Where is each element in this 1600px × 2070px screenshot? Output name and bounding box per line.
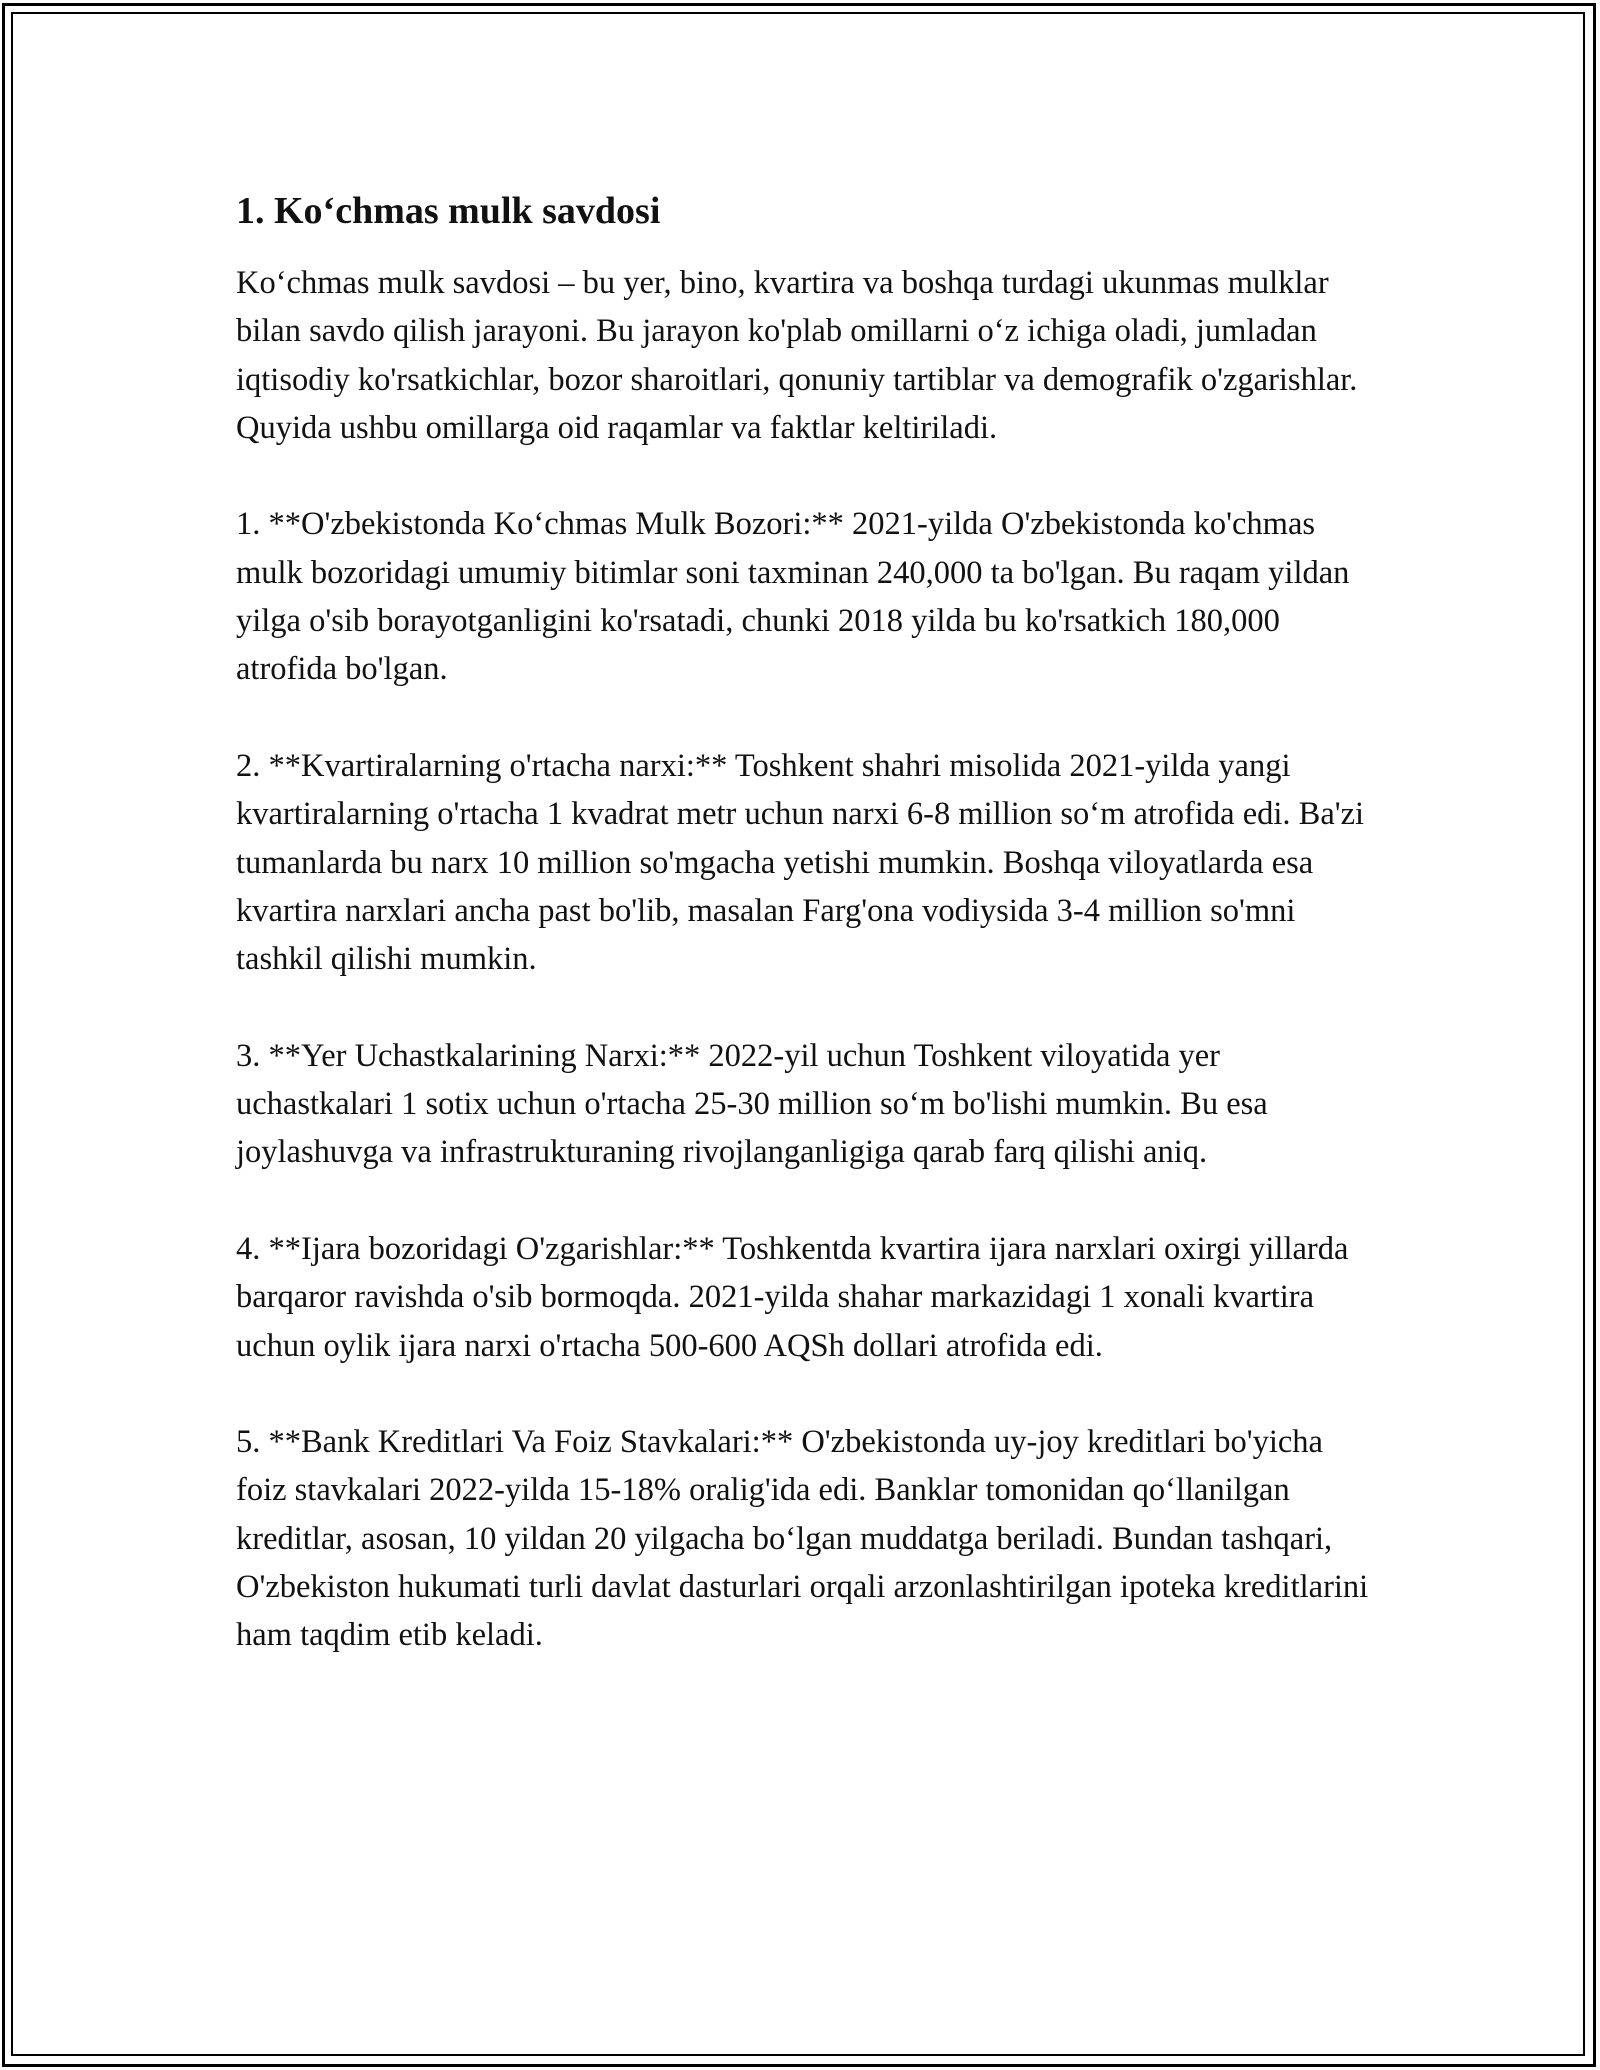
- list-item-market: 1. **O'zbekistonda Ko‘chmas Mulk Bozori:** 2021-yilda O'zbekistonda ko'chmas mulk bozoridagi umumiy bitimlar soni taxminan 240,000 ta bo'lgan. Bu raqam yildan yilga o'sib borayotganligini ko'rsatadi, chunki 2018 yilda bu ko'rsatkich 180,000 atrofida bo'lgan.: [236, 506, 1350, 688]
- document-body: [236, 186, 1376, 1708]
- list-item-bank-loans: 5. **Bank Kreditlari Va Foiz Stavkalari:** O'zbekistonda uy-joy kreditlari bo'yicha foiz stavkalari 2022-yilda 15-18% oralig'ida edi. Banklar tomonidan qo‘llanilgan kreditlar, asosan, 10 yildan 20 yilgacha bo‘lgan muddatga beriladi. Bundan tashqari, O'zbekiston hukumati turli davlat dasturlari orqali arzonlashtirilgan ipoteka kreditlarini ham taqdim etib keladi.: [236, 1424, 1369, 1654]
- intro-paragraph: Ko‘chmas mulk savdosi – bu yer, bino, kvartira va boshqa turdagi ukunmas mulklar bilan savdo qilish jarayoni. Bu jarayon ko'plab omillarni o‘z ichiga oladi, jumladan iqtisodiy ko'rsatkichlar, bozor sharoitlari, qonuniy tartiblar va demografik o'zgarishlar. Quyida ushbu omillarga oid raqamlar va faktlar keltiriladi.: [236, 265, 1358, 446]
- section-heading: 1. Ko‘chmas mulk savdosi: [236, 190, 661, 232]
- list-item-land-prices: 3. **Yer Uchastkalarining Narxi:** 2022-yil uchun Toshkent viloyatida yer uchastkalari 1 sotix uchun o'rtacha 25-30 million so‘m bo'lishi mumkin. Bu esa joylashuvga va infrastrukturaning rivojlanganligiga qarab farq qilishi aniq.: [236, 1037, 1268, 1171]
- list-item-rental-market: 4. **Ijara bozoridagi O'zgarishlar:** Toshkentda kvartira ijara narxlari oxirgi yillarda barqaror ravishda o'sib bormoqda. 2021-yilda shahar markazidagi 1 xonali kvartira uchun oylik ijara narxi o'rtacha 500-600 AQSh dollari atrofida edi.: [236, 1230, 1349, 1364]
- list-item-apartment-prices: 2. **Kvartiralarning o'rtacha narxi:** Toshkent shahri misolida 2021-yilda yangi kvartiralarning o'rtacha 1 kvadrat metr uchun narxi 6-8 million so‘m atrofida edi. Ba'zi tumanlarda bu narx 10 million so'mgacha yetishi mumkin. Boshqa viloyatlarda esa kvartira narxlari ancha past bo'lib, masalan Farg'ona vodiysida 3-4 million so'mni tashkil qilishi mumkin.: [236, 747, 1365, 978]
